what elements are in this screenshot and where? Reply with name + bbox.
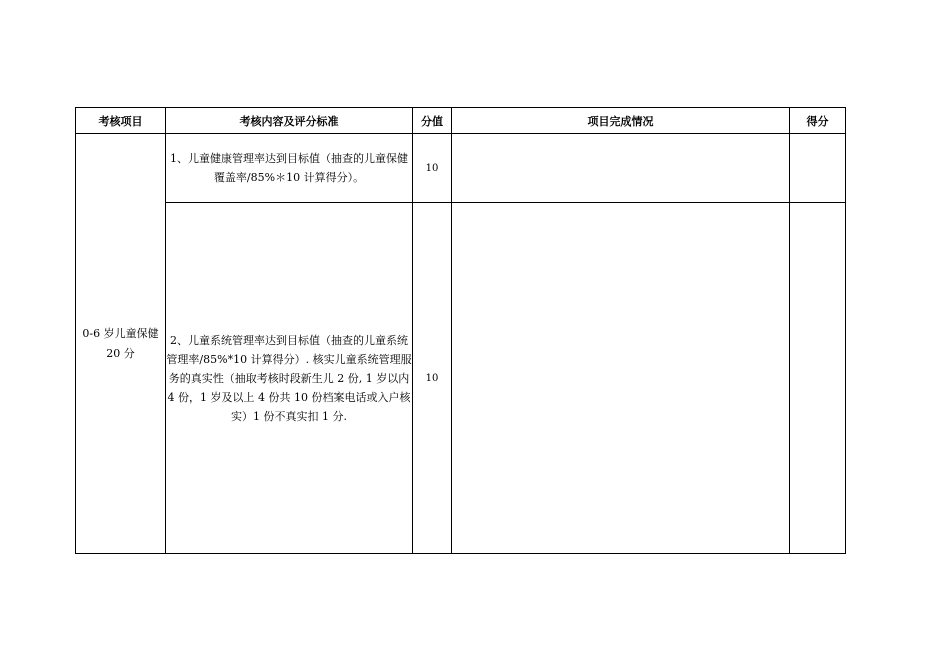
header-row (76, 108, 846, 134)
score-cell[interactable] (790, 134, 846, 203)
header-item: 考核项目 (76, 108, 166, 134)
header-points: 分值 (413, 108, 452, 134)
completion-cell[interactable] (452, 134, 790, 203)
table-row (76, 134, 846, 203)
table-row (76, 203, 846, 554)
header-score: 得分 (790, 108, 846, 134)
points-cell: 10 (413, 203, 452, 554)
header-criteria: 考核内容及评分标准 (166, 108, 413, 134)
score-cell[interactable] (790, 203, 846, 554)
header-completion: 项目完成情况 (452, 108, 790, 134)
assessment-table (75, 107, 846, 554)
criteria-cell: 2、儿童系统管理率达到目标值（抽查的儿童系统管理率/85%*10 计算得分）. 核实儿童系统管理服务的真实性（抽取考核时段新生儿 2 份, 1 岁以内 4 份，1 岁及以上 4 份共 10 份档案电话或入户核实）1 份不真实扣 1 分. (166, 203, 413, 554)
item-name-cell: 0-6 岁儿童保健 20 分 (76, 134, 166, 554)
points-cell: 10 (413, 134, 452, 203)
criteria-cell: 1、儿童健康管理率达到目标值（抽查的儿童保健覆盖率/85%＊10 计算得分）。 (166, 134, 413, 203)
completion-cell[interactable] (452, 203, 790, 554)
